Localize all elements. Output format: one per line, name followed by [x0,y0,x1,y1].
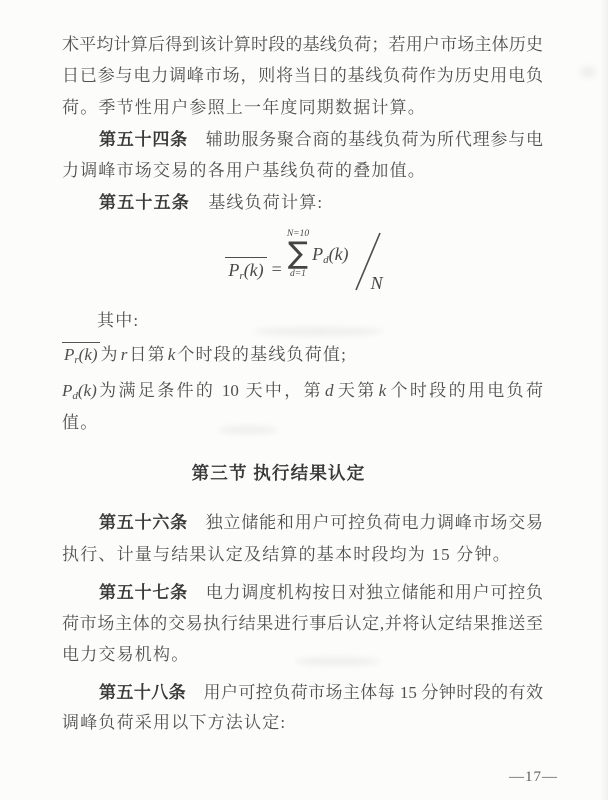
body-line: 力调峰市场交易的各用户基线负荷的叠加值。 [62,161,426,180]
formula-term: $P_d(k)$ [312,244,349,266]
body-line: 执行、计量与结果认定及结算的基本时段均为 15 分钟。 [62,545,511,564]
scan-smudge [580,66,596,78]
summation-block [287,229,309,279]
formula-definition-2: $P_d(k)$为满足条件的 10 天中，第 d 天第 k 个时段的用电负荷 [62,381,544,402]
article-number: 第五十七条 [99,583,188,602]
formula-denominator: N [370,273,383,293]
body-line: 荷。季节性用户参照上一年度同期数据计算。 [62,98,426,117]
formula-definition-1: $P_r(k)$ 为 r 日第 k 个时段的基线负荷值; [62,342,543,366]
where-label: 其中: [97,311,140,330]
article-54-line: 第五十四条 辅助服务聚合商的基线负荷为所代理参与电 [99,130,544,149]
sigma-symbol: ∑ [287,236,309,271]
article-number: 第五十六条 [99,513,188,532]
equals-sign: = [271,259,282,279]
body-line: 日已参与电力调峰市场，则将当日的基线负荷作为历史用电负 [62,66,543,85]
body-line: 值。 [62,413,99,432]
article-56-line: 第五十六条 独立储能和用户可控负荷电力调峰市场交易 [99,513,544,532]
section-title: 第三节 执行结果认定 [191,463,366,483]
article-58-line: 第五十八条 用户可控负荷市场主体每 15 分钟时段的有效 [99,683,544,702]
summation-lower-limit: d=1 [289,269,306,279]
body-line: 调峰负荷采用以下方法认定: [62,713,287,732]
formula-lhs: $P_r(k)$ [225,257,266,281]
body-line: 荷市场主体的交易执行结果进行事后认定,并将认定结果推送至 [62,614,543,633]
article-number: 第五十五条 [99,193,190,212]
article-number: 第五十八条 [99,683,187,702]
baseline-load-formula [0,228,608,298]
math-baseline-load-symbol: $P_r(k)$ [62,342,100,366]
article-55-line: 第五十五条 基线负荷计算: [99,193,324,212]
scan-edge-shadow [600,0,608,800]
page-number: —17— [509,769,558,785]
article-57-line: 第五十七条 电力调度机构按日对独立储能和用户可控负 [99,583,544,602]
summation-upper-limit: N=10 [286,229,310,239]
body-line: 术平均计算后得到该计算时段的基线负荷；若用户市场主体历史 [62,35,543,54]
math-load-symbol: $P_d(k)$ [62,381,97,402]
article-number: 第五十四条 [99,130,188,149]
text-column [62,0,543,800]
body-line: 电力交易机构。 [62,645,190,664]
